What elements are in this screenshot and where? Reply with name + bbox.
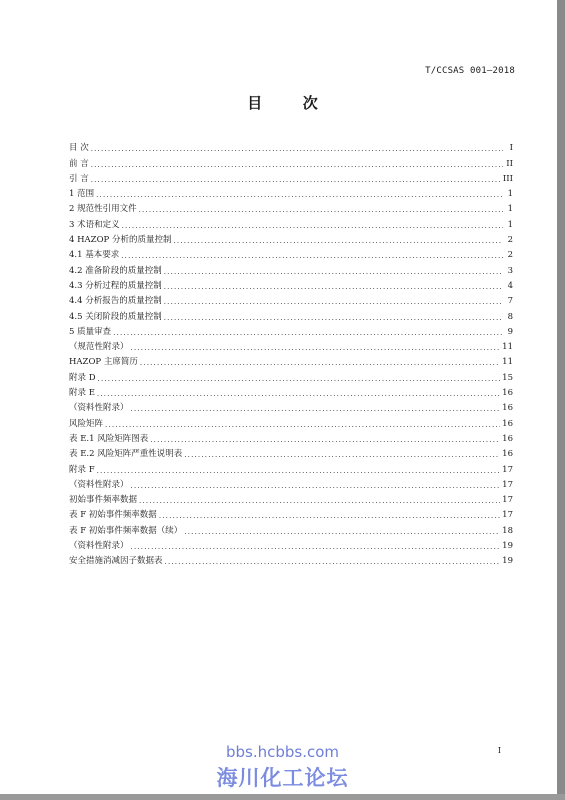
toc-entry[interactable] xyxy=(69,521,513,536)
toc-entry-label: 表 E.1 风险矩阵图表 xyxy=(69,433,149,444)
toc-entry[interactable] xyxy=(69,460,513,475)
toc-entry-page: 17 xyxy=(502,495,513,506)
toc-entry-label: 1 范围 xyxy=(69,189,95,200)
toc-entry-page: 1 xyxy=(507,204,513,215)
toc-entry-page: 1 xyxy=(507,219,513,230)
toc-entry[interactable] xyxy=(69,338,513,353)
toc-entry[interactable] xyxy=(69,537,513,552)
toc-entry[interactable] xyxy=(69,491,513,506)
toc-entry-page: 2 xyxy=(507,235,513,246)
footer-page-number: I xyxy=(497,746,501,755)
page-edge-bottom xyxy=(0,794,565,800)
toc-entry[interactable] xyxy=(69,552,513,567)
toc-leader-dots xyxy=(121,251,503,261)
toc-entry-label: 2 规范性引用文件 xyxy=(69,204,137,215)
toc-leader-dots xyxy=(97,389,500,399)
toc-leader-dots xyxy=(91,144,503,154)
toc-entry[interactable] xyxy=(69,154,513,169)
toc-leader-dots xyxy=(96,190,503,200)
toc-entry-label: 4.3 分析过程的质量控制 xyxy=(69,280,162,291)
toc-entry[interactable] xyxy=(69,323,513,338)
toc-entry-page: 16 xyxy=(502,433,513,444)
page-edge-right xyxy=(557,0,565,800)
toc-entry-page: 18 xyxy=(502,525,513,536)
toc-entry-page: 8 xyxy=(507,311,513,322)
toc-entry-page: 17 xyxy=(502,479,513,490)
toc-entry-label: （资料性附录） xyxy=(69,541,129,552)
toc-entry-page: 11 xyxy=(502,342,513,353)
toc-entry-label: 目 次 xyxy=(69,143,89,154)
toc-entry-label: 5 质量审查 xyxy=(69,326,112,337)
toc-entry-page: 17 xyxy=(502,464,513,475)
toc-entry-page: II xyxy=(506,158,513,169)
toc-entry[interactable] xyxy=(69,139,513,154)
toc-entry-page: 9 xyxy=(507,326,513,337)
table-of-contents xyxy=(69,139,513,567)
toc-leader-dots xyxy=(139,496,500,506)
toc-entry[interactable] xyxy=(69,430,513,445)
toc-entry-page: III xyxy=(502,173,513,184)
toc-entry[interactable] xyxy=(69,246,513,261)
toc-entry-page: 3 xyxy=(507,265,513,276)
toc-entry[interactable] xyxy=(69,384,513,399)
toc-leader-dots xyxy=(159,511,500,521)
toc-entry-page: 16 xyxy=(502,403,513,414)
toc-entry-label: 表 F 初始事件频率数据 xyxy=(69,510,157,521)
toc-leader-dots xyxy=(91,160,503,170)
toc-entry[interactable] xyxy=(69,277,513,292)
toc-entry-page: I xyxy=(509,143,513,154)
document-code: T/CCSAS 001—2018 xyxy=(425,66,515,76)
watermark-url: bbs.hcbbs.com xyxy=(225,743,340,761)
toc-entry-label: 附录 F xyxy=(69,464,95,475)
toc-entry-label: （资料性附录） xyxy=(69,403,129,414)
toc-leader-dots xyxy=(164,267,503,277)
toc-leader-dots xyxy=(131,542,501,552)
toc-leader-dots xyxy=(164,313,503,323)
toc-leader-dots xyxy=(150,435,500,445)
toc-leader-dots xyxy=(131,343,501,353)
toc-leader-dots xyxy=(140,358,500,368)
toc-entry-label: 初始事件频率数据 xyxy=(69,495,138,506)
toc-leader-dots xyxy=(131,481,501,491)
toc-entry-label: 4.2 准备阶段的质量控制 xyxy=(69,265,162,276)
toc-leader-dots xyxy=(139,205,503,215)
toc-leader-dots xyxy=(97,466,501,476)
toc-entry-label: 引 言 xyxy=(69,173,89,184)
toc-entry[interactable] xyxy=(69,185,513,200)
toc-entry[interactable] xyxy=(69,506,513,521)
toc-leader-dots xyxy=(164,282,503,292)
toc-entry-label: 4 HAZOP 分析的质量控制 xyxy=(69,235,172,246)
toc-entry[interactable] xyxy=(69,215,513,230)
toc-leader-dots xyxy=(164,297,503,307)
toc-entry[interactable] xyxy=(69,307,513,322)
toc-entry[interactable] xyxy=(69,292,513,307)
toc-leader-dots xyxy=(173,236,503,246)
toc-entry-page: 7 xyxy=(507,296,513,307)
toc-entry-page: 15 xyxy=(502,372,513,383)
toc-leader-dots xyxy=(113,328,503,338)
page-title-right: 次 xyxy=(302,94,318,112)
page-title xyxy=(0,92,565,113)
toc-entry[interactable] xyxy=(69,399,513,414)
toc-leader-dots xyxy=(131,404,501,414)
toc-entry-label: 附录 D xyxy=(69,372,96,383)
toc-leader-dots xyxy=(105,420,500,430)
toc-leader-dots xyxy=(98,374,501,384)
toc-entry-label: 3 术语和定义 xyxy=(69,219,120,230)
toc-entry-page: 17 xyxy=(502,510,513,521)
toc-entry-page: 16 xyxy=(502,418,513,429)
toc-entry[interactable] xyxy=(69,170,513,185)
toc-leader-dots xyxy=(165,557,501,567)
toc-entry-label: （资料性附录） xyxy=(69,479,129,490)
toc-entry[interactable] xyxy=(69,414,513,429)
toc-entry-page: 19 xyxy=(502,556,513,567)
toc-entry-label: 4.1 基本要求 xyxy=(69,250,120,261)
toc-entry[interactable] xyxy=(69,476,513,491)
toc-entry-page: 1 xyxy=(507,189,513,200)
toc-entry-page: 4 xyxy=(507,280,513,291)
toc-entry-label: 4.4 分析报告的质量控制 xyxy=(69,296,162,307)
watermark-name: 海川化工论坛 xyxy=(216,766,349,790)
toc-entry-label: 附录 E xyxy=(69,388,95,399)
toc-entry-label: 表 E.2 风险矩阵严重性说明表 xyxy=(69,449,183,460)
toc-entry-page: 2 xyxy=(507,250,513,261)
toc-entry-label: 安全措施消减因子数据表 xyxy=(69,556,163,567)
toc-leader-dots xyxy=(91,175,501,185)
toc-entry-page: 16 xyxy=(502,388,513,399)
toc-leader-dots xyxy=(184,450,500,460)
toc-entry-label: HAZOP 主席简历 xyxy=(69,357,138,368)
page-title-left: 目 xyxy=(247,94,263,112)
toc-entry-page: 16 xyxy=(502,449,513,460)
toc-entry[interactable] xyxy=(69,200,513,215)
toc-entry[interactable] xyxy=(69,261,513,276)
toc-entry-page: 19 xyxy=(502,541,513,552)
toc-entry[interactable] xyxy=(69,231,513,246)
toc-entry-label: 表 F 初始事件频率数据（续） xyxy=(69,525,183,536)
toc-leader-dots xyxy=(184,527,500,537)
toc-entry-label: （规范性附录） xyxy=(69,342,129,353)
toc-entry[interactable] xyxy=(69,368,513,383)
toc-entry[interactable] xyxy=(69,445,513,460)
toc-entry-page: 11 xyxy=(502,357,513,368)
toc-entry-label: 风险矩阵 xyxy=(69,418,104,429)
toc-entry-label: 4.5 关闭阶段的质量控制 xyxy=(69,311,162,322)
toc-leader-dots xyxy=(122,221,503,231)
toc-entry-label: 前 言 xyxy=(69,158,89,169)
toc-entry[interactable] xyxy=(69,353,513,368)
